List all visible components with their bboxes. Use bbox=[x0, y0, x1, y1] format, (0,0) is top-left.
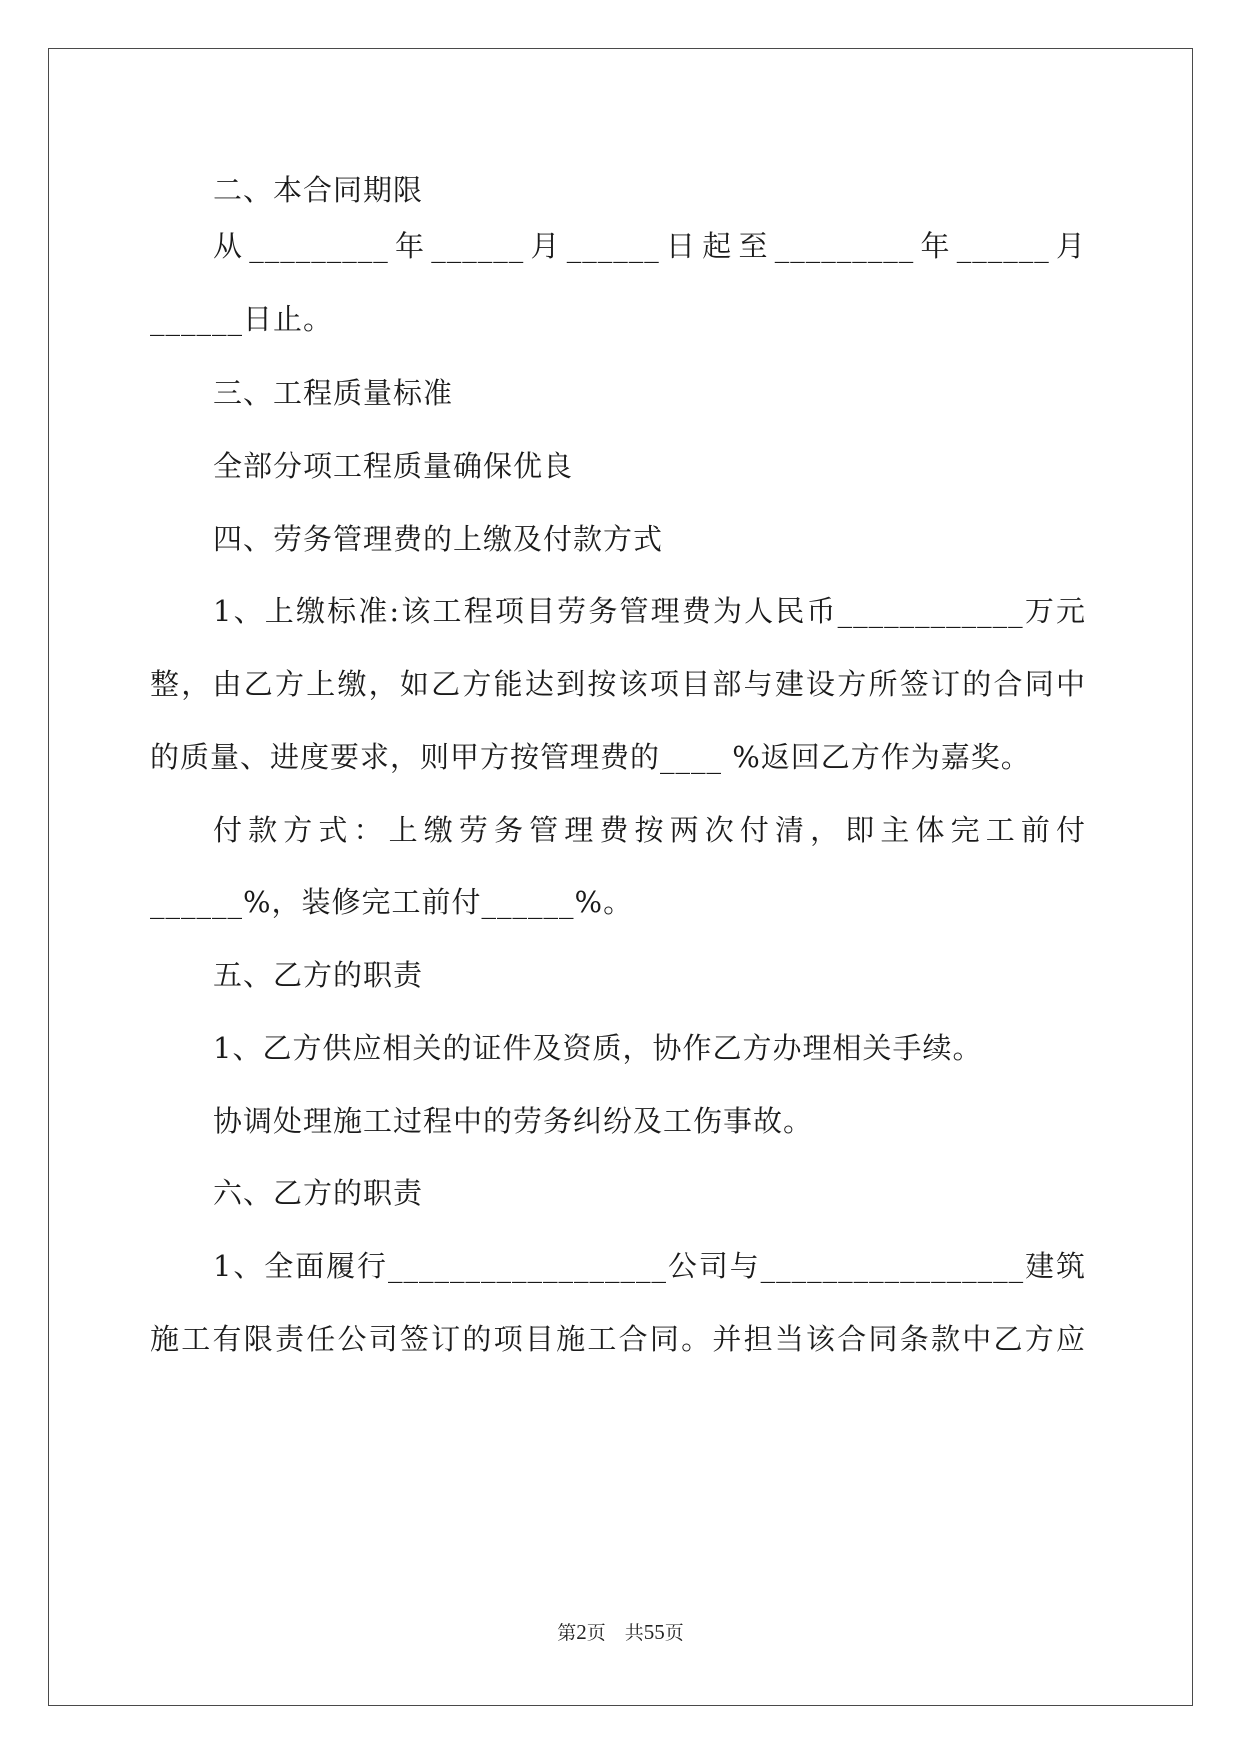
page-label-suffix: 页 bbox=[664, 1622, 684, 1644]
total-page-number: 55 bbox=[643, 1620, 665, 1644]
paragraph-line: 施工有限责任公司签订的项目施工合同。并担当该合同条款中乙方应 bbox=[150, 1322, 1086, 1356]
section-heading-term: 二、本合同期限 bbox=[213, 173, 424, 207]
page-border bbox=[48, 48, 1193, 1706]
paragraph-line: 1、上缴标准:该工程项目劳务管理费为人民币____________万元 bbox=[213, 594, 1086, 628]
paragraph-line: 1、全面履行__________________公司与_________________建筑 bbox=[213, 1249, 1086, 1283]
paragraph-line: 1、乙方供应相关的证件及资质，协作乙方办理相关手续。 bbox=[213, 1031, 983, 1065]
section-heading-fees: 四、劳务管理费的上缴及付款方式 bbox=[213, 522, 664, 556]
paragraph-line: 从_________年______月______日起至_________年______月 bbox=[213, 229, 1086, 263]
paragraph-line: 全部分项工程质量确保优良 bbox=[213, 449, 574, 483]
paragraph-line: ______%，装修完工前付______%。 bbox=[150, 885, 634, 919]
page-label-prefix: 第 bbox=[557, 1622, 577, 1644]
paragraph-line: ______日止。 bbox=[150, 302, 334, 336]
section-heading-duties-2: 六、乙方的职责 bbox=[213, 1176, 424, 1210]
page-label-mid: 页 共 bbox=[586, 1622, 644, 1644]
page-number-footer bbox=[0, 1618, 1241, 1645]
paragraph-line: 付款方式：上缴劳务管理费按两次付清，即主体完工前付 bbox=[213, 813, 1086, 847]
paragraph-line: 整，由乙方上缴，如乙方能达到按该项目部与建设方所签订的合同中 bbox=[150, 667, 1086, 701]
paragraph-line: 协调处理施工过程中的劳务纠纷及工伤事故。 bbox=[213, 1104, 814, 1138]
current-page-number: 2 bbox=[576, 1620, 587, 1644]
section-heading-duties: 五、乙方的职责 bbox=[213, 958, 424, 992]
section-heading-quality: 三、工程质量标准 bbox=[213, 376, 454, 410]
paragraph-line: 的质量、进度要求，则甲方按管理费的____ %返回乙方作为嘉奖。 bbox=[150, 740, 1031, 774]
